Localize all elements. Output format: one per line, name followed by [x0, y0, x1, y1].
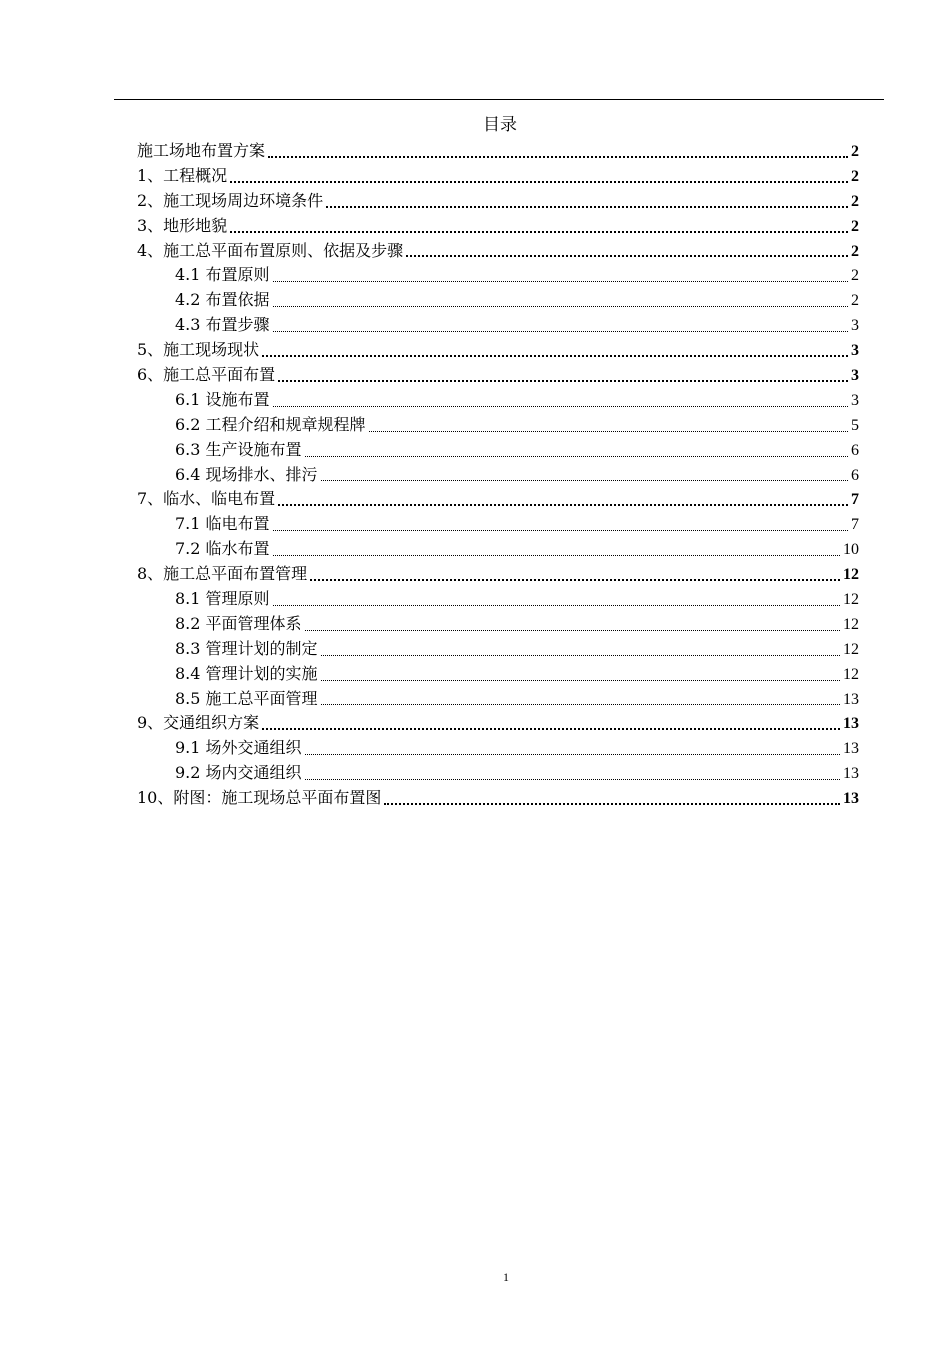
toc-entry-label: 8.1 管理原则 [175, 589, 270, 609]
toc-entry-page: 2 [851, 267, 859, 285]
toc-leader-dots [369, 431, 848, 432]
toc-leader-dots [305, 754, 840, 755]
toc-entry-label: 7、临水、临电布置 [137, 489, 276, 509]
toc-entry-label: 8.3 管理计划的制定 [175, 638, 318, 658]
toc-entry[interactable] [137, 463, 859, 488]
toc-leader-dots [278, 504, 848, 506]
toc-entry-label: 10、附图：施工现场总平面布置图 [137, 788, 382, 808]
toc-entry[interactable] [137, 637, 859, 662]
toc-entry[interactable] [137, 512, 859, 537]
toc-entry-label: 6.2 工程介绍和规章规程牌 [175, 414, 366, 434]
toc-entry[interactable] [137, 487, 859, 512]
toc-entry[interactable] [137, 413, 859, 438]
toc-entry-page: 2 [851, 143, 859, 160]
toc-leader-dots [273, 306, 848, 307]
toc-entry-label: 9.2 场内交通组织 [175, 763, 302, 783]
toc-leader-dots [230, 181, 848, 183]
toc-entry-page: 12 [843, 591, 859, 609]
toc-entry[interactable] [137, 562, 859, 587]
toc-entry-page: 2 [851, 242, 859, 260]
toc-entry-page: 13 [843, 790, 859, 808]
toc-leader-dots [321, 480, 848, 481]
toc-entry-label: 7.1 临电布置 [175, 514, 270, 534]
header-rule [114, 99, 884, 100]
toc-entry-label: 8.5 施工总平面管理 [175, 688, 318, 708]
toc-entry[interactable] [137, 288, 859, 313]
toc-entry[interactable] [137, 761, 859, 786]
toc-entry-page: 7 [851, 491, 859, 509]
toc-leader-dots [321, 704, 840, 705]
toc-entry-label: 6.3 生产设施布置 [175, 439, 302, 459]
toc-leader-dots [230, 231, 848, 233]
toc-entry[interactable] [137, 263, 859, 288]
toc-entry-label: 4.3 布置步骤 [175, 315, 270, 335]
toc-entry-page: 6 [851, 441, 859, 459]
toc-entry-page: 2 [851, 292, 859, 310]
footer-page-number: 1 [503, 1270, 509, 1284]
toc-entry-page: 10 [843, 541, 859, 559]
toc-entry-page: 13 [843, 765, 859, 783]
toc-entry-label: 6.1 设施布置 [175, 389, 270, 409]
toc-entry[interactable] [137, 587, 859, 612]
toc-leader-dots [305, 779, 840, 780]
toc-entry-label: 4、施工总平面布置原则、依据及步骤 [137, 240, 404, 260]
toc-entry-page: 13 [843, 715, 859, 733]
toc-entry[interactable] [137, 313, 859, 338]
toc-leader-dots [326, 206, 848, 208]
toc-entry[interactable] [137, 164, 859, 189]
toc-leader-dots [262, 355, 848, 357]
toc-leader-dots [273, 555, 840, 556]
toc-leader-dots [273, 406, 848, 407]
toc-entry-label: 8.2 平面管理体系 [175, 613, 302, 633]
toc-entry-page: 12 [843, 566, 859, 584]
toc-entry-label: 1、工程概况 [137, 165, 228, 185]
toc-entry[interactable] [137, 189, 859, 214]
table-of-contents [137, 139, 859, 811]
toc-leader-dots [321, 655, 840, 656]
toc-entry-page: 3 [851, 342, 859, 360]
toc-leader-dots [321, 680, 840, 681]
toc-leader-dots [273, 331, 848, 332]
toc-entry-page: 3 [851, 317, 859, 335]
toc-leader-dots [262, 728, 840, 730]
toc-entry-page: 12 [843, 665, 859, 683]
toc-entry[interactable] [137, 438, 859, 463]
toc-entry-label: 2、施工现场周边环境条件 [137, 190, 324, 210]
toc-entry-page: 13 [843, 690, 859, 708]
toc-entry-page: 12 [843, 640, 859, 658]
toc-entry-label: 8、施工总平面布置管理 [137, 564, 308, 584]
toc-entry[interactable] [137, 662, 859, 687]
toc-leader-dots [305, 456, 848, 457]
toc-entry[interactable] [137, 612, 859, 637]
toc-entry-label: 4.2 布置依据 [175, 290, 270, 310]
toc-entry-page: 3 [851, 367, 859, 385]
toc-entry-page: 2 [851, 192, 859, 210]
toc-entry-page: 2 [851, 167, 859, 185]
toc-entry-label: 施工场地布置方案 [137, 141, 266, 160]
toc-entry-label: 6.4 现场排水、排污 [175, 464, 318, 484]
toc-entry-label: 7.2 临水布置 [175, 539, 270, 559]
toc-entry[interactable] [137, 214, 859, 239]
toc-entry-label: 5、施工现场现状 [137, 340, 260, 360]
toc-leader-dots [278, 380, 848, 382]
toc-entry-label: 9、交通组织方案 [137, 713, 260, 733]
toc-entry-page: 12 [843, 615, 859, 633]
toc-entry[interactable] [137, 363, 859, 388]
toc-entry-page: 6 [851, 466, 859, 484]
toc-leader-dots [384, 803, 840, 805]
toc-title: 目录 [483, 115, 517, 135]
toc-entry[interactable] [137, 388, 859, 413]
toc-entry[interactable] [137, 537, 859, 562]
toc-entry[interactable] [137, 139, 859, 164]
toc-entry-label: 4.1 布置原则 [175, 265, 270, 285]
toc-entry-label: 6、施工总平面布置 [137, 365, 276, 385]
toc-entry-page: 3 [851, 391, 859, 409]
toc-entry[interactable] [137, 786, 859, 811]
toc-entry-label: 8.4 管理计划的实施 [175, 663, 318, 683]
toc-leader-dots [273, 281, 848, 282]
toc-entry-page: 13 [843, 740, 859, 758]
toc-entry-page: 5 [851, 416, 859, 434]
toc-entry-page: 2 [851, 217, 859, 235]
toc-leader-dots [273, 530, 848, 531]
toc-entry[interactable] [137, 736, 859, 761]
toc-leader-dots [310, 579, 840, 581]
toc-entry[interactable] [137, 711, 859, 736]
toc-entry[interactable] [137, 338, 859, 363]
toc-entry-page: 7 [851, 516, 859, 534]
toc-leader-dots [305, 630, 840, 631]
toc-entry-label: 3、地形地貌 [137, 215, 228, 235]
toc-leader-dots [406, 255, 848, 257]
toc-entry-label: 9.1 场外交通组织 [175, 738, 302, 758]
toc-leader-dots [273, 605, 840, 606]
toc-entry[interactable] [137, 239, 859, 264]
toc-entry[interactable] [137, 687, 859, 712]
toc-leader-dots [268, 156, 848, 158]
